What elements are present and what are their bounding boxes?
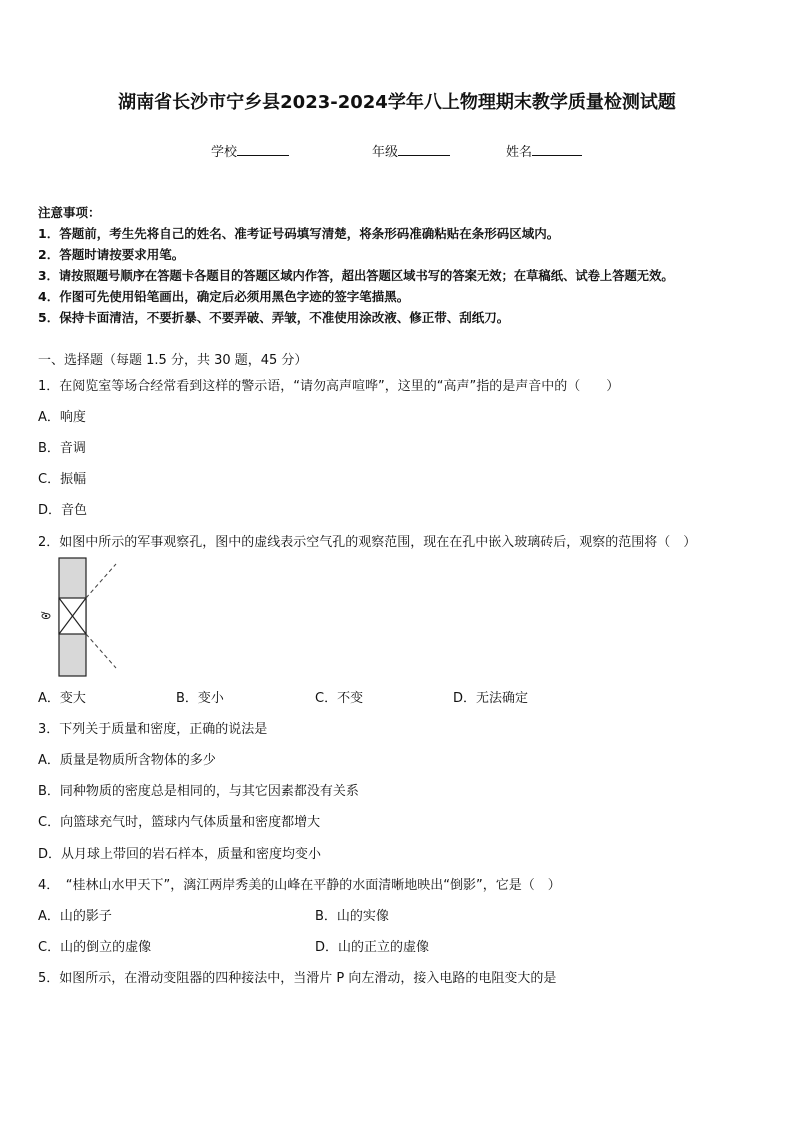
q1-option-a[interactable]: A．响度 [38, 410, 86, 425]
section-heading: 一、选择题（每题 1.5 分，共 30 题，45 分） [38, 353, 308, 368]
question-2-stem: 2．如图中所示的军事观察孔，图中的虚线表示空气孔的观察范围，现在在孔中嵌入玻璃砖后，观察的范围将（ ） [38, 535, 697, 550]
view-range-line [86, 634, 116, 668]
view-range-line [86, 564, 116, 598]
name-blank[interactable] [532, 142, 582, 156]
school-label: 学校 [211, 145, 238, 160]
question-3-stem: 3．下列关于质量和密度，正确的说法是 [38, 722, 268, 737]
q1-option-c[interactable]: C．振幅 [38, 472, 87, 487]
notice-item: 1．答题前，考生先将自己的姓名、准考证号码填写清楚，将条形码准确粘贴在条形码区域内。 [38, 226, 560, 241]
q3-option-d[interactable]: D．从月球上带回的岩石样本，质量和密度均变小 [38, 847, 322, 862]
school-blank[interactable] [237, 142, 289, 156]
q1-option-b[interactable]: B．音调 [38, 441, 86, 456]
notice-item: 2．答题时请按要求用笔。 [38, 247, 185, 262]
q2-option-d[interactable]: D．无法确定 [453, 691, 529, 706]
notice-heading: 注意事项： [38, 205, 101, 220]
q1-option-d[interactable]: D．音色 [38, 503, 88, 518]
grade-field[interactable] [372, 141, 450, 160]
q3-option-a[interactable]: A．质量是物质所含物体的多少 [38, 753, 216, 768]
q2-option-c[interactable]: C．不变 [315, 691, 364, 706]
grade-label: 年级 [372, 145, 399, 160]
q4-option-c[interactable]: C．山的倒立的虚像 [38, 940, 152, 955]
page-title: 湖南省长沙市宁乡县2023-2024学年八上物理期末教学质量检测试题 [118, 92, 676, 113]
name-field[interactable] [506, 141, 582, 160]
notice-item: 4．作图可先使用铅笔画出，确定后必须用黑色字迹的签字笔描黑。 [38, 289, 410, 304]
q4-option-a[interactable]: A．山的影子 [38, 909, 112, 924]
question-4-stem: 4． “桂林山水甲天下”，漓江两岸秀美的山峰在平静的水面清晰地映出“倒影”，它是（ ） [38, 878, 561, 893]
observation-hole-figure [36, 556, 120, 680]
q2-option-b[interactable]: B．变小 [176, 691, 224, 706]
q3-option-c[interactable]: C．向篮球充气时，篮球内气体质量和密度都增大 [38, 815, 321, 830]
grade-blank[interactable] [398, 142, 450, 156]
q3-option-b[interactable]: B．同种物质的密度总是相同的，与其它因素都没有关系 [38, 784, 359, 799]
q2-option-a[interactable]: A．变大 [38, 691, 86, 706]
q4-option-d[interactable]: D．山的正立的虚像 [315, 940, 430, 955]
school-field[interactable] [211, 141, 289, 160]
eye-icon [41, 612, 50, 619]
q4-option-b[interactable]: B．山的实像 [315, 909, 389, 924]
notice-item: 5．保持卡面清洁，不要折暴、不要弄破、弄皱，不准使用涂改液、修正带、刮纸刀。 [38, 310, 510, 325]
name-label: 姓名 [506, 145, 533, 160]
notice-item: 3．请按照题号顺序在答题卡各题目的答题区域内作答，超出答题区域书写的答案无效；在草稿纸、试卷上答题无效。 [38, 269, 674, 283]
question-5-stem: 5．如图所示，在滑动变阻器的四种接法中，当滑片 P 向左滑动，接入电路的电阻变大的是 [38, 971, 557, 986]
question-1-stem: 1．在阅览室等场合经常看到这样的警示语，“请勿高声喧哗”，这里的“高声”指的是声音中的（ ） [38, 379, 620, 394]
